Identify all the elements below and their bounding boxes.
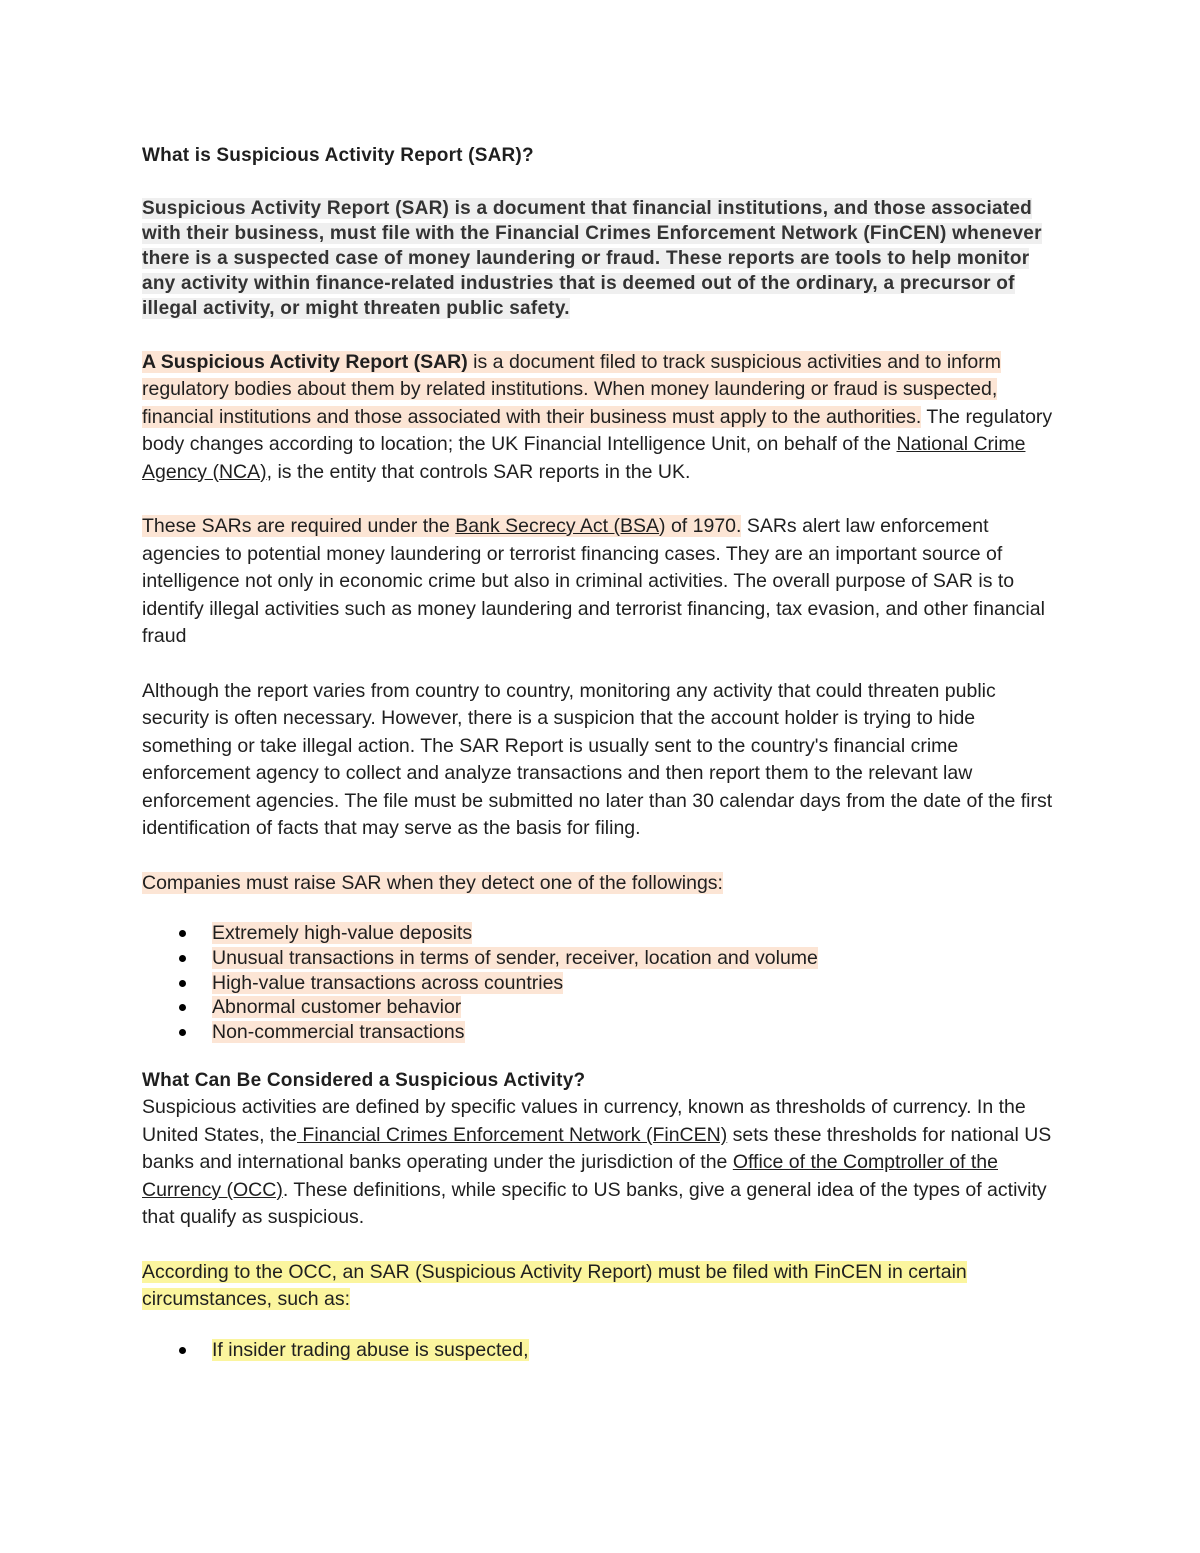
suspicious-triggers-list xyxy=(142,921,1062,1045)
paragraph-sar-definition xyxy=(142,349,1062,487)
paragraph-reporting: Although the report varies from country to country, monitoring any activity that could threaten public security is often necessary. However, there is a suspicion that the account holder is trying to hide something or take illegal action. The SAR Report is usually sent to the country's financial crime enforcement agency to collect and analyze transactions and then report them to the relevant law enforcement agencies. The file must be submitted no later than 30 calendar days from the date of the first identification of facts that may serve as the basis for filing. xyxy=(142,679,1053,839)
document-page xyxy=(142,142,1062,1385)
intro-text: Suspicious Activity Report (SAR) is a document that financial institutions, and those associated with their business, must file with the Financial Crimes Enforcement Network (FinCEN) whenever there is a suspected case of money laundering or fraud. These reports are tools to help monitor any activity within finance-related industries that is deemed out of the ordinary, a precursor of illegal activity, or might threaten public safety. xyxy=(142,197,1042,319)
list-item: Abnormal customer behavior xyxy=(212,995,1062,1020)
section-heading: What Can Be Considered a Suspicious Activity? xyxy=(142,1069,586,1091)
bsa-text-year: ) of 1970. xyxy=(659,515,742,537)
companies-text: Companies must raise SAR when they detect one of the followings: xyxy=(142,871,723,894)
paragraph-occ xyxy=(142,1259,1062,1314)
list-item: If insider trading abuse is suspected, xyxy=(212,1338,1062,1363)
occ-text: According to the OCC, an SAR (Suspicious Activity Report) must be filed with FinCEN in certain circumstances, such as: xyxy=(142,1260,967,1311)
sar-lead-bold: A Suspicious Activity Report (SAR) xyxy=(142,350,468,373)
fincen-link[interactable]: Financial Crimes Enforcement Network (FinCEN) xyxy=(297,1123,728,1146)
bsa-text-rest: SARs alert law enforcement agencies to potential money laundering or terrorist financing cases. They are an important source of intelligence not only in economic crime but also in criminal activities. The overall purpose of SAR is to identify illegal activities such as money laundering and terrorist financing, tax evasion, and other financial fraud xyxy=(142,515,1045,647)
occ-circumstances-list xyxy=(142,1338,1062,1363)
list-item: Non-commercial transactions xyxy=(212,1020,1062,1045)
section-body: Suspicious activities are defined by specific values in currency, known as thresholds of currency. In the United States, the Financial Crimes Enforcement Network (FinCEN) sets these thresholds for national US banks and international banks operating under the jurisdiction of the Office of the Comptroller of the Currency (OCC). These definitions, while specific to US banks, give a general idea of the types of activity that qualify as suspicious. xyxy=(142,1096,1052,1229)
paragraph-companies xyxy=(142,870,1062,898)
intro-paragraph xyxy=(142,196,1062,321)
nca-link[interactable]: National Crime Agency (NCA) xyxy=(142,433,1026,483)
paragraph-bsa xyxy=(142,513,1062,651)
list-item: Unusual transactions in terms of sender, receiver, location and volume xyxy=(212,946,1062,971)
list-item: High-value transactions across countries xyxy=(212,971,1062,996)
sar-definition-highlight: is a document filed to track suspicious activities and to inform regulatory bodies about them by related institutions. When money laundering or fraud is suspected, financial institutions and those associated with their business must apply to the authorities. xyxy=(142,350,1002,428)
sar-definition-text-end: , is the entity that controls SAR reports in the UK. xyxy=(266,460,691,483)
section-suspicious-activity xyxy=(142,1067,1062,1232)
bsa-link[interactable]: Bank Secrecy Act (BSA xyxy=(455,515,660,537)
bsa-text-start: These SARs are required under the xyxy=(142,515,456,537)
sar-definition-text: The regulatory body changes according to location; the UK Financial Intelligence Unit, on behalf of the xyxy=(142,405,1053,455)
list-item: Extremely high-value deposits xyxy=(212,921,1062,946)
occ-link[interactable]: Office of the Comptroller of the Currency (OCC) xyxy=(142,1151,998,1201)
document-title: What is Suspicious Activity Report (SAR)? xyxy=(142,145,534,166)
